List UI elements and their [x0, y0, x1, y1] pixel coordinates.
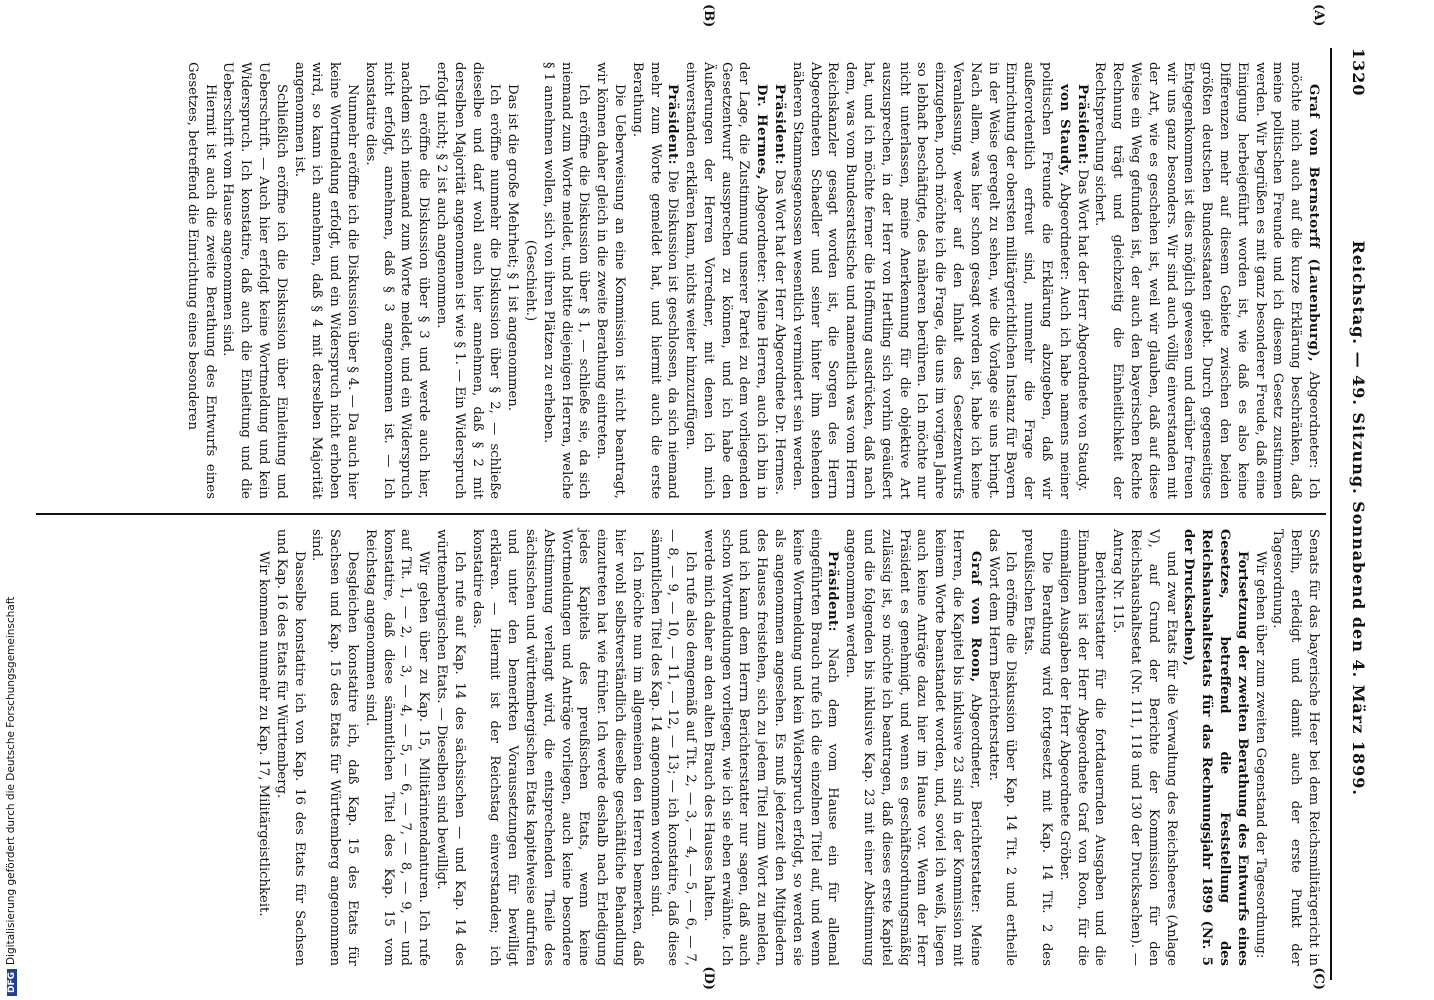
paragraph-text: Berichterstatter für die fortdauernden Ausgaben und die Einnahmen ist der Herr Abgeordnete Graf von Roon, für die einmaligen Ausgaben der Herr Abgeordnete Gröber.	[1056, 529, 1108, 966]
margin-letter-b: (B)	[701, 4, 716, 28]
dfg-logo: DFG	[7, 969, 17, 996]
paragraph	[1180, 529, 1251, 966]
paragraph-text: (Geschieht.)	[522, 239, 538, 322]
speaker-name: Graf von Roon,	[967, 551, 983, 683]
paragraph	[1108, 529, 1179, 966]
paragraph	[361, 529, 432, 966]
paragraph-text: Die Berathung wird fortgesetzt mit Kap. 14 Tit. 2 des preußischen Etats.	[1021, 529, 1055, 966]
paragraph	[646, 529, 699, 966]
paragraph-text: Ich möchte nun im allgemeinen den Herren bemerken, daß hier wohl selbstverständlich dieselbe geschäftliche Behandlung einzutreten hat wie früher. Ich werde deshalb nach Erledigung jedes Kapitels des preußischen Etats, wenn keine Wortmeldungen und Anträge vorliegen, auch keine besondere Abstimmung verlangt wird, die entsprechenden Theile des sächsischen und württembergischen Etats kapitelweise aufrufen und unter den bemerkten Voraussetzungen für bewilligt erklären. — Hiermit ist der Reichstag einverstanden; ich konstatire das.	[469, 529, 645, 966]
paragraph-text: Das Wort hat der Herr Abgeordnete von Staudy.	[1074, 165, 1090, 492]
paragraph-text: Ich eröffne nunmehr die Diskussion über § 2, — schließe dieselbe und darf wohl auch hier annehmen, daß § 2 mit derselben Majorität angenommen ist wie § 1. — Ein Widerspruch erfolgt nicht; § 2 ist auch angenommen.	[433, 62, 503, 499]
paragraph-text: Abgeordneter, Berichterstatter: Meine Herren, die Kapitel bis inklusive 23 sind in der Kommission mit keinem Worte beanstandet worden, und, soviel ich weiß, liegen auch keine Anträge dazu hier im Hause vor. Wenn der Herr Präsident es genehmigt, und wenn es geschäftsordnungsmäßig zulässig ist, so möchte ich beantragen, daß dieses erste Kapitel und die folgenden bis inklusive Kap. 23 mit einer Abstimmung angenommen werden.	[843, 529, 983, 966]
paragraph-text: Das Wort hat der Herr Abgeordnete Dr. Hermes.	[772, 165, 788, 495]
paragraph	[1269, 529, 1322, 966]
paragraph	[254, 529, 272, 966]
paragraph	[219, 62, 290, 499]
paragraph	[788, 62, 1073, 499]
page-header	[1338, 48, 1368, 980]
speaker-name: von Staudy,	[1056, 84, 1072, 177]
paragraph	[841, 529, 983, 966]
speaker-name: Präsident:	[825, 551, 841, 633]
paragraph-text: und zwar Etats für die Verwaltung des Reichsheeres (Anlage V), auf Grund der Berichte der Kommission für den Reichshaushaltsetat (Nr. 111, 118 und 130 der Drucksachen). — Antrag Nr. 115.	[1110, 529, 1179, 966]
speaker-name: Dr. Hermes,	[754, 84, 770, 180]
paragraph-text: Wir kommen nunmehr zu Kap. 17, Militärgeistlichkeit.	[255, 551, 271, 917]
paragraph-text: Hiermit ist auch die zweite Berathung des Entwurfs eines Gesetzes, betreffend die Einrichtung eines besonderen	[184, 62, 218, 499]
paragraph-text: Abgeordneter: Ich möchte mich auch auf die kurze Erklärung beschränken, daß meine politischen Freunde und ich diesem Gesetz zustimmen werden. Wir begrüßen es mit ganz besonderer Freude, daß eine Einigung herbeigeführt worden ist, wie daß es also keine Differenzen mehr auf diesem Gebiete zwischen den beiden größten deutschen Bundesstaaten giebt. Durch gegenseitiges Entgegenkommen ist dies möglich gewesen und darüber freuen wir uns ganz besonders. Wir sind auch völlig einverstanden mit der Art, wie es geschehen ist, weil wir glauben, daß auf diese Weise ein Weg gefunden ist, der auch den bayerischen Rechte Rechnung trägt und gleichzeitig die Einheitlichkeit der Rechtsprechung sichert.	[1092, 62, 1321, 499]
paragraph	[1091, 62, 1322, 499]
paragraph-text: Dasselbe konstatire ich von Kap. 16 des Etats für Sachsen und Kap. 16 des Etats für Württemberg.	[273, 529, 307, 966]
paragraph-text: Ich eröffne die Diskussion über Kap. 14 Tit. 2 und ertheile das Wort dem Herrn Berichterstatter.	[985, 529, 1019, 966]
paragraph	[1073, 62, 1091, 499]
paragraph-text: Die Ueberweisung an eine Kommission ist nicht beantragt, wir können daher gleich in die zweite Berathung eintreten.	[594, 62, 627, 499]
paragraph	[539, 62, 592, 499]
paragraph-text: Abgeordneter: Auch ich habe namens meiner politischen Freunde die Erklärung abzugeben, daß wir außerordentlich erfreut sind, nunmehr die Frage der Einrichtung der obersten militärgerichtlichen Instanz für Bayern in der Weise geregelt zu sehen, wie die Vorlage sie uns bringt. Nach allem, was hier schon gesagt worden ist, habe ich keine Veranlassung, weder auf den Inhalt des Gesetzentwurfs einzugehen, noch möchte ich die Frage, die uns im vorigen Jahre so lebhaft beschäftigte, des näheren berühren. Ich möchte nur nicht unterlassen, meine Anerkennung für die objektive Art auszusprechen, in der Herr von Hertling sich vorhin geäußert hat, und ich möchte ferner die Hoffnung ausdrücken, daß nach dem, was vom Bundesratstische und namentlich was vom Herrn Reichskanzler gesagt worden ist, die Sorgen des Herrn Abgeordneten Schaedler und seiner hinter ihm stehenden näheren Stammesgenossen wesentlich vermindert sein werden.	[789, 62, 1072, 499]
header-rule	[1330, 48, 1332, 980]
paragraph-text: Ich rufe also demgemäß auf Tit. 2, — 3, — 4, — 5, — 6, — 7, — 8, — 9, — 10, — 11, — 12, — 13; — ich konstatire, daß diese sämmtlichen Titel des Kap. 14 angenommen worden sind.	[647, 529, 699, 966]
footer	[4, 6, 20, 996]
paragraph-text: Wir gehen über zum zweiten Gegenstand der Tagesordnung:	[1252, 551, 1268, 959]
paragraph	[308, 529, 361, 966]
speaker-name: Präsident:	[1074, 84, 1090, 166]
speaker-name: Graf von Bernstorff (Lauenburg),	[1306, 84, 1321, 363]
text-columns	[36, 4, 1326, 990]
paragraph-text: Schließlich eröffne ich die Diskussion über Einleitung und Ueberschrift. — Auch hier erfolgt keine Wortmeldung und kein Widerspruch. Ich konstatire, daß auch die Einleitung und die Ueberschrift vom Hause angenommen sind.	[220, 62, 289, 499]
paragraph	[183, 62, 219, 499]
speaker-name: Präsident:	[665, 84, 681, 166]
margin-letter-d: (D)	[701, 966, 716, 990]
paragraph-text: Nach dem vom Hause ein für allemal eingeführten Brauch rufe ich die einzelnen Titel auf, und wenn keine Wortmeldung und kein Widerspruch erfolgt, so werden sie als angenommen angesehen. Es muß jederzeit den Mitgliedern des Hauses freistehen, sich zu jedem Titel zum Wort zu melden, und ich kann dem Herrn Berichterstatter nur sagen, daß auch schon Wortmeldungen vorliegen, wie ich sie eben erwähnte. Ich werde mich daher an den alten Brauch des Hauses halten.	[700, 529, 841, 966]
left-column	[36, 48, 1326, 513]
paragraph-text: Das ist die große Mehrheit; § 1 ist angenommen.	[505, 84, 521, 411]
paragraph-text: Abgeordneter: Meine Herren, auch ich bin in der Lage, die Zustimmung unserer Partei zu dem vorliegenden Gesetzentwurf aussprechen zu können, und ich habe den Äußerungen der Herren Vorredner, mit denen ich mich einverstanden erklären kann, nichts weiter hinzuzufügen.	[683, 62, 770, 500]
paragraph	[592, 62, 628, 499]
paragraph	[272, 529, 308, 966]
footer-text: Digitalisierung gefördert durch die Deutsche Forschungsgemeinschaft	[5, 596, 17, 965]
right-column	[36, 515, 1326, 980]
paragraph	[1055, 529, 1108, 966]
paragraph-text: Fortsetzung der zweiten Berathung des Entwurfs eines Gesetzes, betreffend die Feststellung des Reichshaushaltsetats für das Rechnungsjahr 1899 (Nr. 5 der Drucksachen),	[1181, 529, 1250, 966]
paragraph-text: Wir gehen über zu Kap. 15, Militärintendanturen. Ich rufe auf Tit. 1, — 2, — 3, — 4, — 5, — 6, — 7, — 8, — 9, — und konstatire, daß diese sämmtlichen Titel des Kap. 15 vom Reichstag angenommen sind.	[362, 529, 432, 966]
margin-letter-a: (A)	[1311, 4, 1326, 27]
paragraph	[699, 529, 841, 966]
paragraph	[770, 62, 788, 499]
paragraph	[503, 62, 521, 499]
paragraph-text: Ich rufe auf Kap. 14 des sächsischen — und Kap. 14 des württembergischen Etats. — Dieselben sind bewilligt.	[433, 529, 467, 966]
paragraph	[521, 62, 539, 499]
speaker-name: Präsident:	[772, 84, 788, 166]
paragraph-text: Nunmehr eröffne ich die Diskussion über § 4. — Da auch hier keine Wortmeldung erfolgt, und ein Widerspruch nicht erhoben wird, so kann ich annehmen, daß § 4 mit derselben Majorität angenommen ist.	[291, 62, 360, 499]
paragraph	[468, 529, 646, 966]
paragraph-text: Ich eröffne die Diskussion über § 1, — schließe sie, da sich niemand zum Worte meldet, und bitte diejenigen Herren, welche § 1 annehmen wollen, sich von ihren Plätzen zu erheben.	[540, 62, 592, 499]
paragraph	[1251, 529, 1269, 966]
page-number: 1320	[1349, 48, 1368, 97]
paragraph-text: Desgleichen konstatire ich, daß Kap. 15 des Etats für Sachsen und Kap. 15 des Etats für Württemberg angenommen sind.	[309, 529, 360, 966]
paragraph	[984, 529, 1020, 966]
paragraph-text: Die Diskussion ist geschlossen, da sich niemand mehr zum Worte gemeldet hat, und hiermit auch die erste Berathung.	[629, 62, 681, 499]
paragraph	[290, 62, 361, 499]
page-title: Reichstag. — 49. Sitzung. Sonnabend den 4. März 1899.	[1349, 240, 1368, 796]
paragraph	[1019, 529, 1055, 966]
paragraph	[432, 62, 503, 499]
margin-letter-c: (C)	[1311, 967, 1326, 990]
paragraph	[681, 62, 770, 499]
paragraph	[628, 62, 681, 499]
paragraph	[432, 529, 468, 966]
paragraph-text: Senats für das bayerische Heer bei dem Reichsmilitärgericht in Berlin, erledigt und damit auch der erste Punkt der Tagesordnung.	[1270, 529, 1321, 966]
paragraph	[361, 62, 432, 499]
paragraph-text: Ich eröffne die Diskussion über § 3 und werde auch hier, nachdem sich niemand zum Worte meldet, und ein Widerspruch nicht erfolgt, annehmen, daß § 3 angenommen ist. — Ich konstatire dies.	[362, 62, 432, 499]
